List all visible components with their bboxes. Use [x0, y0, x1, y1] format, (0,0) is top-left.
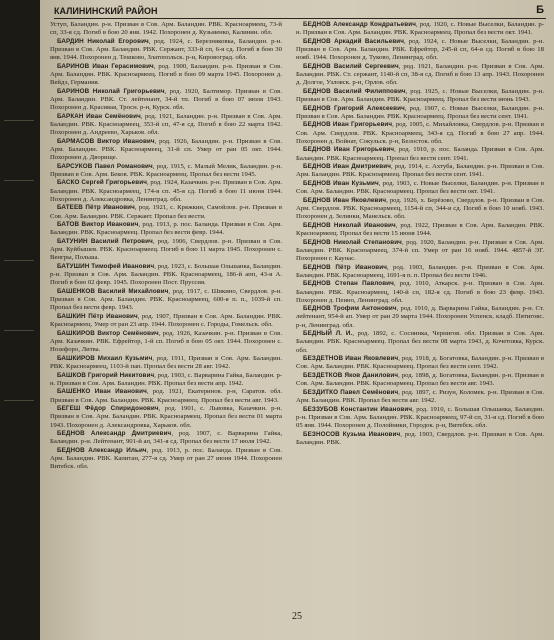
entry-text: род. 1926, х. Берёзово, Свердлов. р-н. Призван в Сов. Арм. Свердлов. РВК. Красноармеец, 1154-й сп, 344-я сд. Погиб в бою 10 нояб. 1943. Похоронен д. Зелинки, Манельск. обл.	[296, 196, 544, 221]
running-header	[54, 4, 546, 19]
register-entry: БЕДНОВ Иван Дмитриевич, род. 1914, с. Ахтуба, Баландин. р-н. Призван в Сов. Арм. Баландин. РВК. Красноармеец. Пропал без вести сент. 1941.	[296, 163, 544, 179]
register-entry: БАШЕНКО Иван Иванович, род. 1921, Екатеринов. р-н, Саратов. обл. Призван в Сов. Арм. Баландин. РВК. Красноармеец. Пропал без вести авг. 1943.	[50, 388, 282, 404]
entry-name: БЕДНОВ Александр Кондратьевич	[303, 21, 416, 28]
entry-name: БАШЕНКО Иван Иванович	[57, 388, 147, 396]
entry-name: БЕДНОВ Иван Дмитриевич	[303, 163, 391, 171]
entry-name: БЕДНОВ Александр Ильич	[57, 446, 147, 454]
register-entry: БЕДНОВ Трофим Антонович, род. 1910, д. Варварина Гайка, Баландин. р-н. Ст. лейтенант, 954-й ап. Умер от ран 29 марта 1944. Похоронен Успенск. кладб. Пятиговс. р-н, Ленинград. обл.	[296, 305, 544, 329]
entry-name: БАСКО Сергей Григорьевич	[57, 179, 147, 187]
register-entry: БЕДНОВ Иван Кузьмич, род. 1903, с. Новые Выселки, Баландин. р-н. Призван в Сов. Арм. Баландин. РВК. Красноармеец. Пропал без вести окт. 1941.	[296, 179, 544, 196]
entry-name: БЕДНОВ Николай Степанович	[303, 238, 402, 246]
entry-name: БАШКИРОВ Виктор Семёнович	[57, 329, 159, 337]
entry-text: род. 1925, с. Новые Выселки, Баландин. р-н. Призван в Сов. Арм. Баландин. РВК. Красноармеец. Пропал без вести июнь 1943.	[296, 87, 544, 103]
register-entry: БЕЗДИТКО Павел Семёнович, род. 1897, с. Ризун, Коломек. р-н. Призван в Сов. Арм. Баландин. РВК. Пропал без вести авг. 1942.	[296, 388, 544, 405]
entry-name: БЕДНОВ Иван Кузьмич	[303, 179, 379, 187]
entry-name: БАШКИН Пётр Иванович	[57, 312, 138, 320]
register-entry: БАШКОВ Григорий Никитович, род. 1903, с. Варварина Гайка, Баландин. р-н. Призван в Сов. Арм. Баландин. РВК. Пропал без вести апр. 1942.	[50, 371, 282, 387]
entry-name: БЕЗДЕТНОВ Иван Яковлевич	[303, 355, 399, 363]
register-entry: БЕЗДЕТКОВ Яков Данилович, род. 1898, д. Богатовка, Баландин. р-н. Призван в Сов. Арм. Баландин. РВК. Красноармеец. Пропал без вести авг. 1943.	[296, 372, 544, 388]
entry-name: БАРДИН Николай Егорович	[57, 37, 149, 45]
entry-text: род. 1910, Аткарск. р-н. Призван в Сов. Арм. Баландин. РВК. Красноармеец, 140-й сп, 182-я сд. Погиб в бою 23 февр. 1943. Похоронен д. Пеино, Ленинград. обл.	[296, 280, 544, 304]
entry-text: род. 1892, с. Соснинка, Чернигов. обл. Призван в Сов. Арм. Баландин. РВК. Красноармеец. Пропал без вести 08 марта 1943, д. Кочетовка, Курск. обл.	[296, 330, 544, 354]
book-page	[40, 0, 554, 640]
entry-text: род. 1921, Баландин. р-н. Призван в Сов. Арм. Баландин. РВК. Красноармеец, 353-й сп, 47-я сд. Погиб в бою 22 марта 1942. Похоронен д. Андреево, Харьков. обл.	[50, 112, 282, 137]
entry-text: род. 1921, с. Кряжкин, Самойлов. р-н. Призван в Сов. Арм. Баландин. РВК. Сержант. Пропал без вести.	[50, 204, 282, 220]
register-entry	[50, 21, 282, 37]
entry-text: род. 1915, с. Малый Мелик, Баландин. р-н. Призван в Сов. Арм. Беков. РВК. Красноармеец. Пропал без вести 1945.	[50, 162, 282, 178]
register-entry: БЕДНОВ Александр Дмитриевич, род. 1907, с. Варварина Гайка, Баландин. р-н. Лейтенант, 901-й ап, 341-я сд. Пропал без вести 17 июля 1942.	[50, 430, 282, 446]
entry-name: БАРСУКОВ Павел Романович	[57, 162, 153, 170]
register-entry: БАШКИН Пётр Иванович, род. 1907, Призван в Сов. Арм. Баландин. РВК. Красноармеец. Умер от ран 23 апр. 1944. Похоронен с. Городы, Гомельск. обл.	[50, 312, 282, 329]
entry-name: БАРИНОВ Иван Герасимович	[57, 62, 154, 70]
entry-name: БАТЕЕВ Пётр Иванович	[57, 204, 135, 212]
entry-text: род. 1918, д. Богатовка, Баландин. р-н. Призван в Сов. Арм. Баландин. РВК. Красноармеец. Пропал без вести сент. 1942.	[296, 355, 544, 371]
page-number: 25	[292, 611, 302, 622]
entry-text: род. 1913, р. пос. Баланда. Призван в Сов. Арм. Баландин. РВК. Капитан, 277-я сд. Умер от ран 27 июня 1944. Похоронен Витебск. обл.	[50, 446, 282, 471]
register-entry: БЕЗНОСОВ Кузьма Иванович, род. 1903, Свердлов. р-н. Призван в Сов. Арм. Баландин. РВК.	[296, 430, 544, 446]
register-entry: БЕДНОВ Василий Филиппович, род. 1925, с. Новые Выселки, Баландин. р-н. Призван в Сов. Арм. Баландин. РВК. Красноармеец. Пропал без вести июнь 1943.	[296, 87, 544, 103]
register-entry: БЕДНОВ Иван Григорьевич, род. 1910, р. пос. Баланда. Призван в Сов. Арм. Баландин. РВК. Красноармеец. Пропал без вести сент. 1941.	[296, 146, 544, 162]
entry-text: род. 1900, Баландин. р-н. Призван в Сов. Арм. Баландин. РВК. Красноармеец. Погиб в бою 09 марта 1945. Похоронен д. Вейдэ, Германия.	[50, 62, 282, 87]
register-entry: БЕДНОВ Николай Иванович, род. 1922, Призван в Сов. Арм. Баландин. РВК. Красноармеец. Пропал без вести 15 июня 1944.	[296, 221, 544, 237]
entry-name: БАРКАН Иван Семёнович	[57, 112, 141, 120]
entry-name: БЕЗЗУБОВ Константин Иванович	[303, 405, 413, 413]
register-entry: БЕДНОВ Иван Яковлевич, род. 1926, х. Берёзово, Свердлов. р-н. Призван в Сов. Арм. Свердлов. РВК. Красноармеец, 1154-й сп, 344-я сд. Погиб в бою 10 нояб. 1943. Похоронен д. Зелинки, Манельск. обл.	[296, 196, 544, 221]
register-entry: БАРДИН Николай Егорович, род. 1924, с. Березняковка, Баландин. р-н. Призван в Сов. Арм. Баландин. РВК. Сержант, 333-й сп, 6-я сд. Погиб в бою 30 янв. 1944. Похоронен д. Тешково, Златопольск. р-н, Кировоград. обл.	[50, 37, 282, 62]
register-entry: БАСКО Сергей Григорьевич, род. 1924, Казачкин. р-н. Призван в Сов. Арм. Баландин. РВК. Красноармеец, 174-я сп. 45-я сд. Погиб в бою 11 июня 1944. Похоронен д. Александровка, Ленинград. обл.	[50, 179, 282, 203]
register-entry: БЕДНОВ Николай Степанович, род. 1920, Баландин. р-н. Призван в Сов. Арм. Баландин. РВК. Красноармеец, 374-й сп. Умер от ран 16 нояб. 1944. 4857-й ЭГ. Похоронен г. Каунас.	[296, 238, 544, 262]
entry-name: БЕДНОВ Григорий Алексеевич	[303, 104, 405, 112]
entry-text: род. 1901, с. Львовка, Казачкин. р-н. Призван в Сов. Арм. Баландин. РВК. Красноармеец. Пропал без вести 01 марта 1943. Похоронен д. Александровка, Харьков. обл.	[50, 405, 282, 429]
entry-text: род. 1926, Казачкин. р-н. Призван в Сов. Арм. Казачкин. РВК. Ефрейтор, 1-й сп. Погиб в бою 05 окт. 1944. Похоронен с. Нозефоро, Литва.	[50, 329, 282, 354]
entry-name: БЕЗДЕТКОВ Яков Данилович	[303, 372, 399, 380]
register-entry: БЕДНОВ Александр Ильич, род. 1913, р. пос. Баланда. Призван в Сов. Арм. Баландин. РВК. Капитан, 277-я сд. Умер от ран 27 июня 1944. Похоронен Витебск. обл.	[50, 446, 282, 471]
entry-name: БАШКОВ Григорий Никитович	[57, 371, 155, 379]
entry-text: род. 1897, с. Ризун, Коломек. р-н. Призван в Сов. Арм. Баландин. РВК. Пропал без вести авг. 1942.	[296, 388, 544, 405]
entry-text: род. 1903, с. Новые Выселки, Баландин. р-н. Призван в Сов. Арм. Баландин. РВК. Красноармеец. Пропал без вести окт. 1941.	[296, 179, 544, 196]
entry-name: БЕДНОВ Иван Григорьевич	[303, 121, 393, 129]
entry-name: БЕДНОВ Александр Дмитриевич	[57, 430, 172, 438]
left-text-column	[50, 21, 282, 606]
entry-text: род. 1911, Призван в Сов. Арм. Баландин. РВК. Красноармеец, 1103-й пап. Пропал без вести 28 авг. 1942.	[50, 354, 282, 370]
register-entry: БАТОВ Виктор Иванович, род. 1913, р. пос. Баланда. Призван в Сов. Арм. Баландин. РВК. Красноармеец. Пропал без вести февр. 1944.	[50, 221, 282, 237]
entry-name: БЕДНОВ Иван Григорьевич	[303, 146, 395, 154]
register-entry: БАТУНИН Василий Петрович, род. 1906, Свердлов. р-н. Призван в Сов. Арм. Куйбышев. РВК. Красноармеец. Погиб в бою 11 марта 1945. Похоронен с. Венгры, Польша.	[50, 238, 282, 262]
register-entry: БЕЗЗУБОВ Константин Иванович, род. 1910, с. Большая Ольшанка, Баландин. р-н. Призван в Сов. Арм. Баландин. РВК. Красноармеец, 97-й сп, 31-я сд. Погиб в бою 05 янв. 1944. Похоронен д. Полойники, Городок. р-н, Витебск. обл.	[296, 405, 544, 429]
entry-text: род. 1923, с. Большая Ольшанка, Баландин. р-н. Призван в Сов. Арм. Баландин. РВК. Красноармеец, 186-й апп, 43-я А. Погиб в бою 02 февр. 1945. Похоронен Пост. Пруссия.	[50, 263, 282, 287]
entry-text: род. 1914, с. Ахтуба, Баландин. р-н. Призван в Сов. Арм. Баландин. РВК. Красноармеец. Пропал без вести сент. 1941.	[296, 163, 544, 179]
entry-name: БЕДНОВ Николай Иванович	[303, 221, 396, 229]
entry-name: БАТОВ Виктор Иванович	[57, 221, 139, 229]
register-entry: БЕГЕШ Фёдор Спиридонович, род. 1901, с. Львовка, Казачкин. р-н. Призван в Сов. Арм. Баландин. РВК. Красноармеец. Пропал без вести 01 марта 1943. Похоронен д. Александровка, Харьков. обл.	[50, 405, 282, 429]
register-entry: БАТЕЕВ Пётр Иванович, род. 1921, с. Кряжкин, Самойлов. р-н. Призван в Сов. Арм. Баландин. РВК. Сержант. Пропал без вести.	[50, 204, 282, 220]
register-entry: БЕДНОВ Василий Сергеевич, род. 1921, Баландин. р-н. Призван в Сов. Арм. Баландин. РВК. Ст. сержант, 1140-й сп, 38-я сд. Погиб в бою 13 апр. 1943. Похоронен д. Долгое, Узловск. р-н, Орлов. обл.	[296, 62, 544, 87]
entry-name: БАРИНОВ Николай Григорьевич	[57, 87, 165, 95]
register-entry: БАРСУКОВ Павел Романович, род. 1915, с. Малый Мелик, Баландин. р-н. Призван в Сов. Арм. Беков. РВК. Красноармеец. Пропал без вести 1945.	[50, 162, 282, 178]
entry-text: род. 1907, с. Новые Выселки, Баландин. р-н. Призван в Сов. Арм. Баландин. РВК. Красноармеец. Пропал без вести сент. 1941.	[296, 104, 544, 120]
entry-text: род. 1924, с. Березняковка, Баландин. р-н. Призван в Сов. Арм. Баландин. РВК. Сержант, 333-й сп, 6-я сд. Погиб в бою 30 янв. 1944. Похоронен д. Тешково, Златопольск. р-н, Кировоград. обл.	[50, 37, 282, 62]
register-entry: БАШКИРОВ Михаил Кузьмич, род. 1911, Призван в Сов. Арм. Баландин. РВК. Красноармеец, 1103-й пап. Пропал без вести 28 авг. 1942.	[50, 354, 282, 370]
entry-text: род. 1921, Екатеринов. р-н, Саратов. обл. Призван в Сов. Арм. Баландин. РВК. Красноармеец. Пропал без вести авг. 1943.	[50, 388, 282, 404]
register-entry: БЕЗДЕТНОВ Иван Яковлевич, род. 1918, д. Богатовка, Баландин. р-н. Призван в Сов. Арм. Баландин. РВК. Красноармеец. Пропал без вести сент. 1942.	[296, 355, 544, 371]
entry-text: род. 1903, Свердлов. р-н. Призван в Сов. Арм. Баландин. РВК.	[296, 430, 544, 446]
entry-name: БЕДНЫЙ Л. И.	[303, 330, 353, 338]
entry-text: род. 1924, Казачкин. р-н. Призван в Сов. Арм. Баландин. РВК. Красноармеец, 174-я сп. 45-я сд. Погиб в бою 11 июня 1944. Похоронен д. Александровка, Ленинград. обл.	[50, 179, 282, 203]
entry-name: БЕДНОВ Аркадий Васильевич	[303, 37, 405, 45]
entry-text: род. 1906, Свердлов. р-н. Призван в Сов. Арм. Куйбышев. РВК. Красноармеец. Погиб в бою 11 марта 1945. Похоронен с. Венгры, Польша.	[50, 238, 282, 262]
entry-text: род. 1913, р. пос. Баланда. Призван в Сов. Арм. Баландин. РВК. Красноармеец. Пропал без вести февр. 1944.	[50, 221, 282, 237]
entry-name: БАТУНИН Василий Петрович	[57, 238, 153, 246]
register-entry: БАРИНОВ Николай Григорьевич, род. 1920, Балтимор. Призван в Сов. Арм. Баландин. РВК. Ст. лейтенант, 34-й тп. Погиб в бою 07 июля 1943. Похоронен д. Красивая, Тросн. р-н, Курск. обл.	[50, 87, 282, 112]
district-title: КАЛИНИНСКИЙ РАЙОН	[54, 6, 158, 16]
register-entry: БАРКАН Иван Семёнович, род. 1921, Баландин. р-н. Призван в Сов. Арм. Баландин. РВК. Красноармеец, 353-й сп, 47-я сд. Погиб в бою 22 марта 1942. Похоронен д. Андреево, Харьков. обл.	[50, 112, 282, 137]
section-letter: Б	[536, 4, 544, 16]
register-entry: БАШКИРОВ Виктор Семёнович, род. 1926, Казачкин. р-н. Призван в Сов. Арм. Казачкин. РВК. Ефрейтор, 1-й сп. Погиб в бою 05 окт. 1944. Похоронен с. Нозефоро, Литва.	[50, 329, 282, 354]
entry-text: род. 1922, Призван в Сов. Арм. Баландин. РВК. Красноармеец. Пропал без вести 15 июня 1944.	[296, 221, 544, 237]
entry-name: БАРМАСОВ Виктор Иванович	[57, 137, 155, 145]
register-entry: БЕДНОВ Иван Григорьевич, род. 1905, с. Михайловка, Свердлов. р-н. Призван в Сов. Арм. Свердлов. РВК. Красноармеец, 343-я сд. Погиб в бою 27 апр. 1944. Похоронен д. Войнат, Сокульск. р-н, Белосток. обл.	[296, 121, 544, 145]
entry-name: БАШКИРОВ Михаил Кузьмич	[57, 354, 153, 362]
entry-name: БАТУШИН Тимофей Иванович	[57, 263, 155, 271]
entry-name: БЕДНОВ Василий Филиппович	[303, 87, 406, 95]
entry-text: род. 1920, Балтимор. Призван в Сов. Арм. Баландин. РВК. Ст. лейтенант, 34-й тп. Погиб в бою 07 июля 1943. Похоронен д. Красивая, Тросн. р-н, Курск. обл.	[50, 87, 282, 112]
entry-text: род. 1905, с. Михайловка, Свердлов. р-н. Призван в Сов. Арм. Свердлов. РВК. Красноармеец, 343-я сд. Погиб в бою 27 апр. 1944. Похоронен д. Войнат, Сокульск. р-н, Белосток. обл.	[296, 121, 544, 145]
register-entry: БАРМАСОВ Виктор Иванович, род. 1926, Баландин. р-н. Призван в Сов. Арм. Баландин. РВК. Красноармеец, 31-й сп. Умер от ран 05 окт. 1944. Похоронен д. Дворище.	[50, 137, 282, 161]
entry-text: род. 1907, с. Варварина Гайка, Баландин. р-н. Лейтенант, 901-й ап, 341-я сд. Пропал без вести 17 июля 1942.	[50, 430, 282, 446]
register-entry: БЕДНОВ Степан Павлович, род. 1910, Аткарск. р-н. Призван в Сов. Арм. Баландин. РВК. Красноармеец, 140-й сп, 182-я сд. Погиб в бою 23 февр. 1943. Похоронен д. Пеино, Ленинград. обл.	[296, 280, 544, 304]
register-entry: БЕДНОВ Григорий Алексеевич, род. 1907, с. Новые Выселки, Баландин. р-н. Призван в Сов. Арм. Баландин. РВК. Красноармеец. Пропал без вести сент. 1941.	[296, 104, 544, 120]
entry-text: род. 1926, Баландин. р-н. Призван в Сов. Арм. Баландин. РВК. Красноармеец, 31-й сп. Умер от ран 05 окт. 1944. Похоронен д. Дворище.	[50, 137, 282, 161]
entry-name: БЕЗНОСОВ Кузьма Иванович	[303, 430, 401, 438]
entry-name: БЕЗДИТКО Павел Семёнович	[303, 388, 399, 396]
entry-name: БЕДНОВ Пётр Иванович	[303, 263, 387, 271]
entry-name: БЕДНОВ Трофим Антонович	[303, 305, 397, 313]
entry-text: род. 1907, Призван в Сов. Арм. Баландин. РВК. Красноармеец. Умер от ран 23 апр. 1944. Похоронен с. Городы, Гомельск. обл.	[50, 312, 282, 329]
register-entry: БАРИНОВ Иван Герасимович, род. 1900, Баландин. р-н. Призван в Сов. Арм. Баландин. РВК. Красноармеец. Погиб в бою 09 марта 1945. Похоронен д. Вейдэ, Германия.	[50, 62, 282, 87]
register-entry: БЕДНОВ Аркадий Васильевич, род. 1924, с. Новые Выселки, Баландин. р-н. Призван в Сов. Арм. Баландин. РВК. Ефрейтор, 245-й сп, 64-я сд. Погиб в бою 18 нояб. 1944. Похоронен д. Туково, Ленинград. обл.	[296, 37, 544, 62]
entry-text: род. 1921, Баландин. р-н. Призван в Сов. Арм. Баландин. РВК. Ст. сержант, 1140-й сп, 38-я сд. Погиб в бою 13 апр. 1943. Похоронен д. Долгое, Узловск. р-н, Орлов. обл.	[296, 62, 544, 87]
book-gutter	[0, 0, 40, 640]
entry-name: БЕДНОВ Василий Сергеевич	[303, 62, 399, 70]
entry-name: БЕГЕШ Фёдор Спиридонович	[57, 405, 159, 413]
register-entry: БАТУШИН Тимофей Иванович, род. 1923, с. Большая Ольшанка, Баландин. р-н. Призван в Сов. Арм. Баландин. РВК. Красноармеец, 186-й апп, 43-я А. Погиб в бою 02 февр. 1945. Похоронен Пост. Пруссия.	[50, 263, 282, 287]
register-entry: БАШЕНКОВ Василий Михайлович, род. 1917, с. Шикино, Свердлов. р-н. Призван в Сов. Арм. Баландин. РВК. Красноармеец, 600-я п. п., 1039-й сп. Пропал без вести февр. 1943.	[50, 288, 282, 312]
entry-name: БАШЕНКОВ Василий Михайлович	[57, 288, 169, 295]
entry-text: род. 1910, р. пос. Баланда. Призван в Сов. Арм. Баландин. РВК. Красноармеец. Пропал без вести сент. 1941.	[296, 146, 544, 162]
entry-text: род. 1920, Баландин. р-н. Призван в Сов. Арм. Баландин. РВК. Красноармеец, 374-й сп. Умер от ран 16 нояб. 1944. 4857-й ЭГ. Похоронен г. Каунас.	[296, 238, 544, 262]
entry-text: Уступ, Баландин. р-н. Призван в Сов. Арм. Баландин. РВК. Красноармеец, 73-й сп, 33-я сд. Погиб в бою 20 янв. 1942. Похоронен д. Кузьменко, Калинин. обл.	[50, 21, 282, 37]
entry-text: род. 1910, с. Большая Ольшанка, Баландин. р-н. Призван в Сов. Арм. Баландин. РВК. Красноармеец, 97-й сп, 31-я сд. Погиб в бою 05 янв. 1944. Похоронен д. Полойники, Городок. р-н, Витебск. обл.	[296, 405, 544, 429]
entry-text: род. 1917, с. Шикино, Свердлов. р-н. Призван в Сов. Арм. Баландин. РВК. Красноармеец, 600-я п. п., 1039-й сп. Пропал без вести февр. 1943.	[50, 288, 282, 312]
register-entry: БЕДНЫЙ Л. И., род. 1892, с. Соснинка, Чернигов. обл. Призван в Сов. Арм. Баландин. РВК. Красноармеец. Пропал без вести 08 марта 1943, д. Кочетовка, Курск. обл.	[296, 330, 544, 354]
entry-text: род. 1903, Баландин. р-н. Призван в Сов. Арм. Баландин. РВК. Красноармеец, 1691-я п. п. Пропал без вести 1946.	[296, 263, 544, 279]
entry-text: род. 1898, д. Богатовка, Баландин. р-н. Призван в Сов. Арм. Баландин. РВК. Красноармеец. Пропал без вести авг. 1943.	[296, 372, 544, 388]
entry-name: БЕДНОВ Иван Яковлевич	[303, 196, 387, 204]
right-text-column	[296, 21, 544, 606]
register-entry: БЕДНОВ Александр Кондратьевич, род. 1920, с. Новые Выселки, Баландин. р-н. Призван в Сов. Арм. Баландин. РВК. Красноармеец. Пропал без вести окт. 1941.	[296, 21, 544, 37]
entry-name: БЕДНОВ Степан Павлович	[303, 280, 394, 288]
register-entry: БЕДНОВ Пётр Иванович, род. 1903, Баландин. р-н. Призван в Сов. Арм. Баландин. РВК. Красноармеец, 1691-я п. п. Пропал без вести 1946.	[296, 263, 544, 279]
entry-text: род. 1903, с. Варварина Гайка, Баландин. р-н. Призван в Сов. Арм. Баландин. РВК. Пропал без вести апр. 1942.	[50, 371, 282, 387]
entry-text: род. 1920, с. Новые Выселки, Баландин. р-н. Призван в Сов. Арм. Баландин. РВК. Красноармеец. Пропал без вести окт. 1941.	[296, 21, 544, 37]
entry-text: род. 1924, с. Новые Выселки, Баландин. р-н. Призван в Сов. Арм. Баландин. РВК. Ефрейтор, 245-й сп, 64-я сд. Погиб в бою 18 нояб. 1944. Похоронен д. Туково, Ленинград. обл.	[296, 37, 544, 62]
entry-text: род. 1910, д. Варварина Гайка, Баландин. р-н. Ст. лейтенант, 954-й ап. Умер от ран 29 марта 1944. Похоронен Успенск. кладб. Пятиговс. р-н, Ленинград. обл.	[296, 305, 544, 329]
